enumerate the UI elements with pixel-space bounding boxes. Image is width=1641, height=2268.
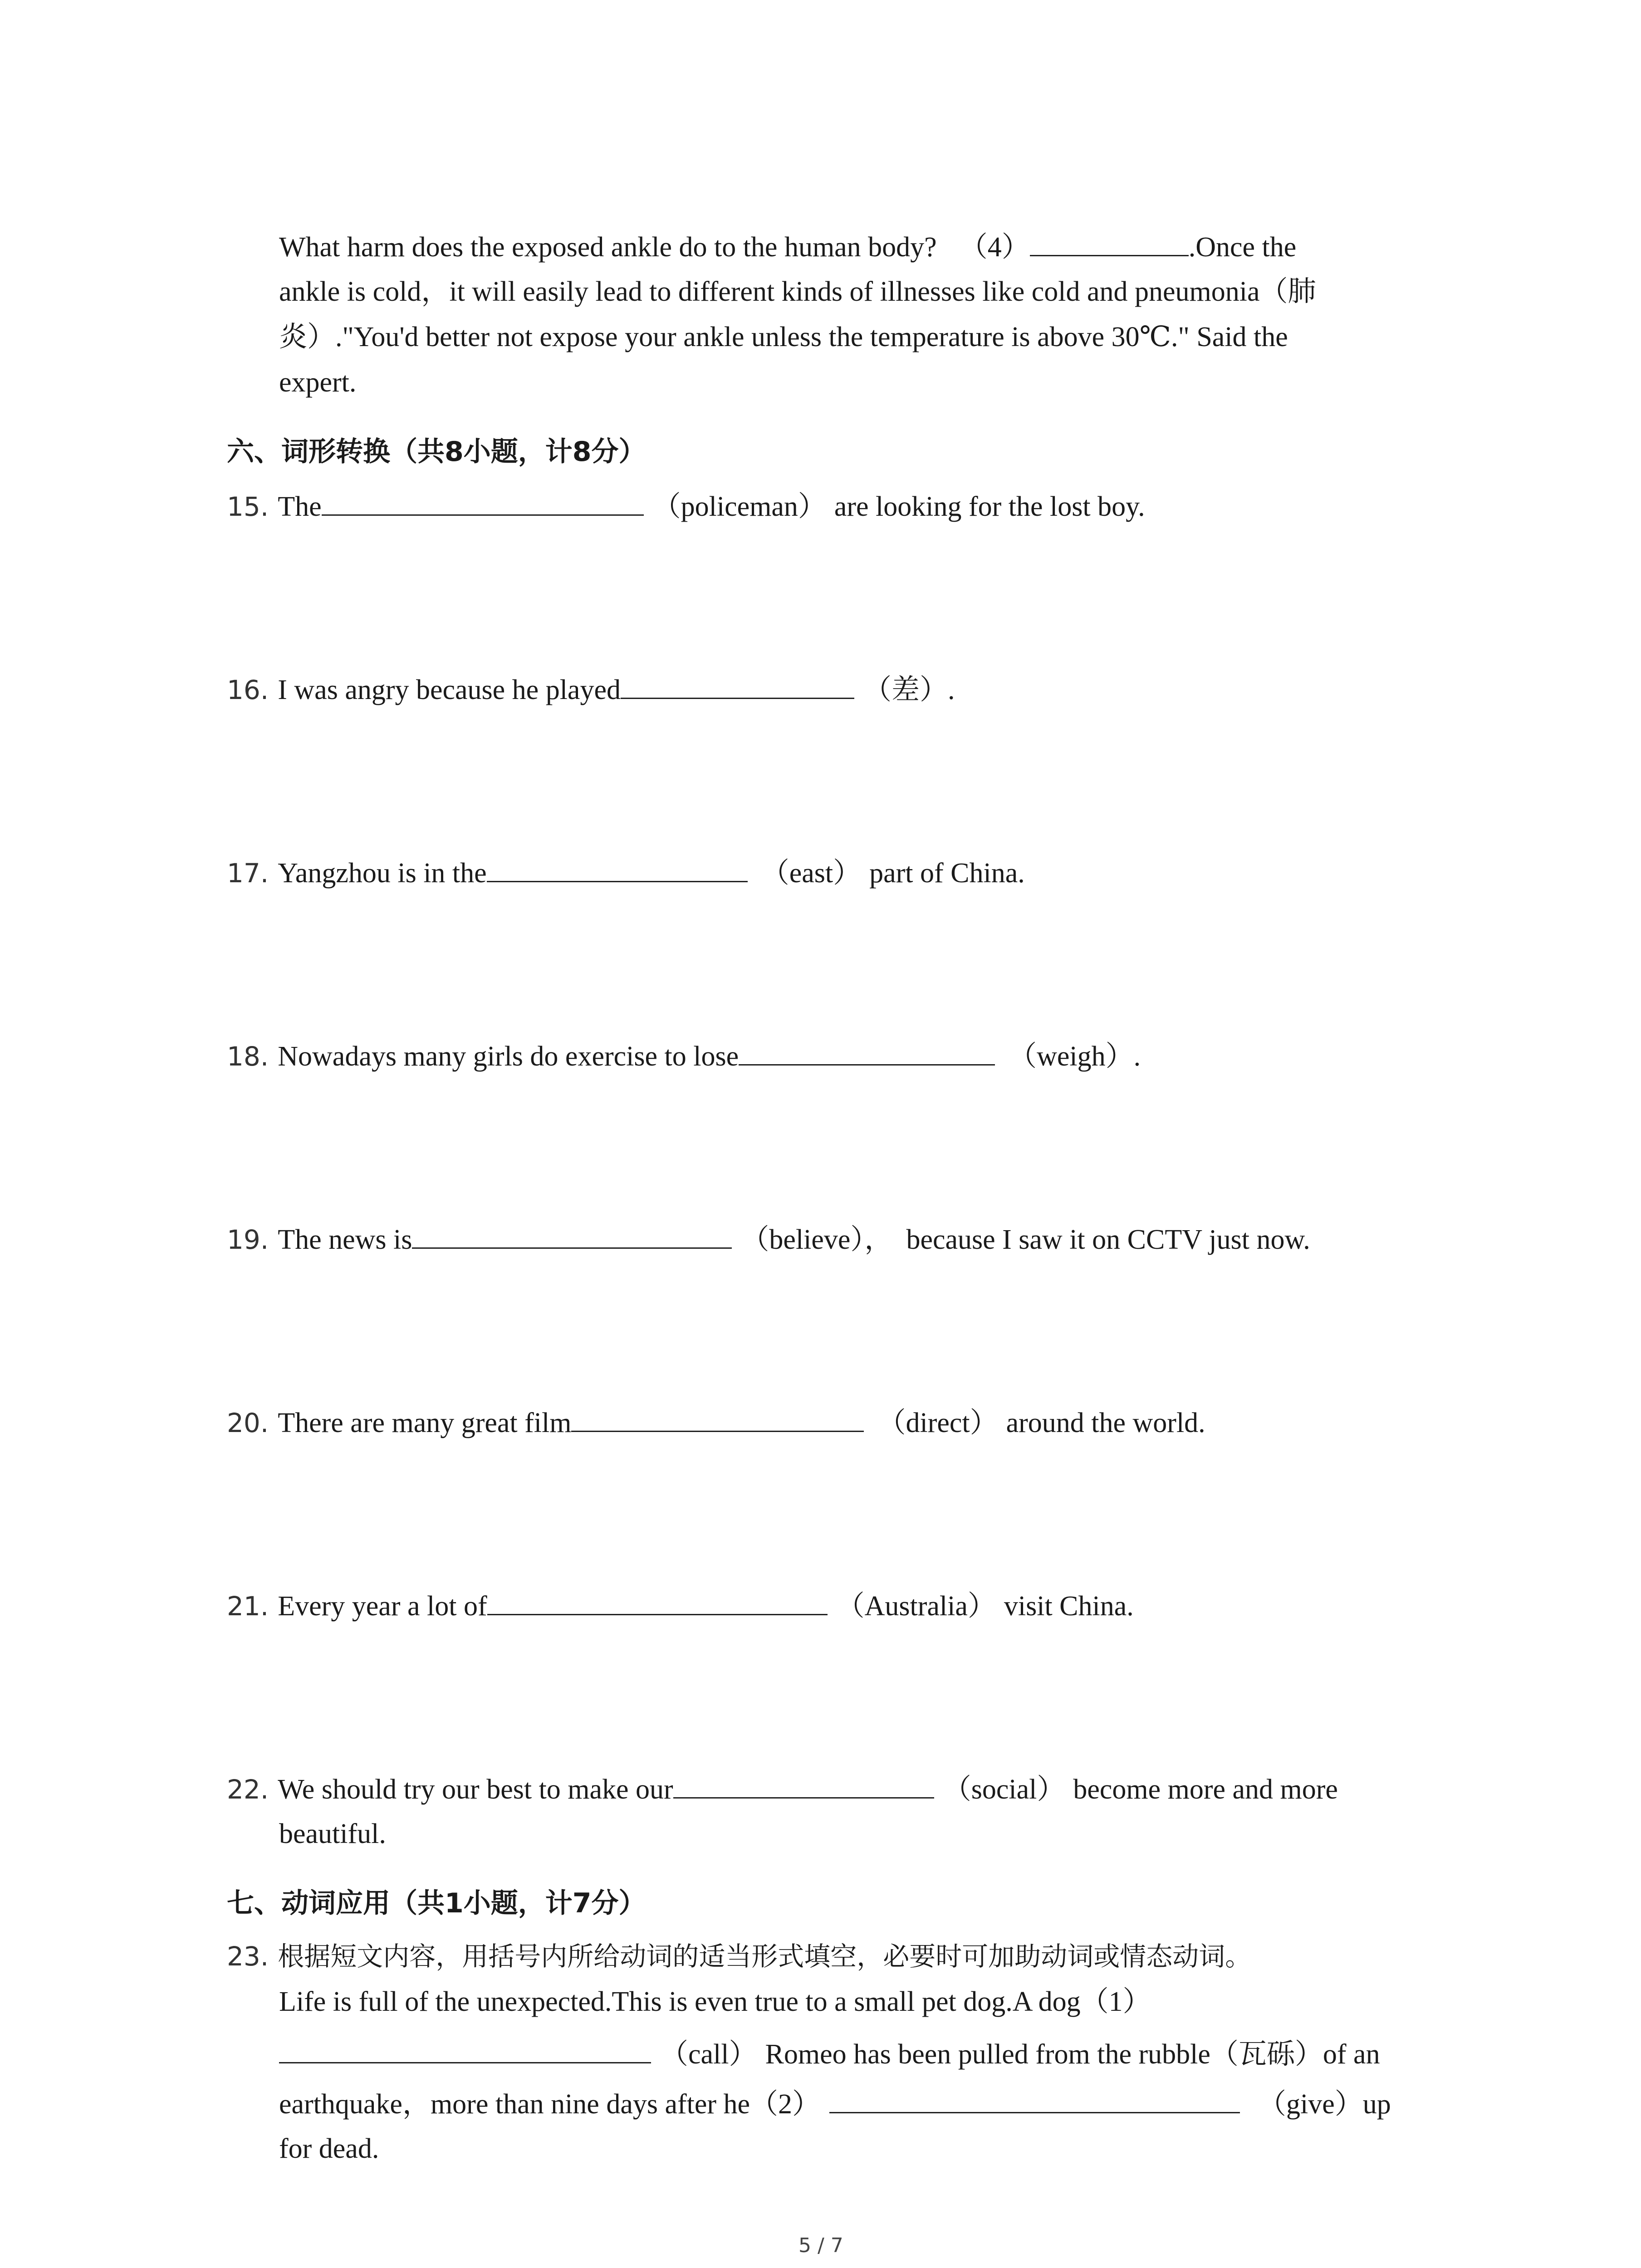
- passage-line-3: 炎）."You'd better not expose your ankle unless the temperature is above 30℃." Said the: [279, 322, 1288, 352]
- question-16: 16. I was angry because he played （差）.: [227, 675, 955, 705]
- question-23-line-3: earthquake，more than nine days after he（2） （give）up: [279, 2089, 1391, 2120]
- answer-blank-21[interactable]: [487, 1590, 828, 1615]
- answer-blank-20[interactable]: [571, 1407, 864, 1432]
- section-7-heading: 七、动词应用（共1小题，计7分）: [227, 1887, 646, 1919]
- passage-line-1: What harm does the exposed ankle do to the human body? （4） .Once the: [279, 232, 1297, 263]
- question-23-line-2: （call） Romeo has been pulled from the rubble（瓦砾）of an: [279, 2038, 1380, 2068]
- question-23-line-4: for dead.: [279, 2133, 379, 2164]
- question-18: 18. Nowadays many girls do exercise to lose （weigh）.: [227, 1041, 1141, 1072]
- question-19: 19. The news is （believe）， because I saw it on CCTV just now.: [227, 1224, 1310, 1255]
- page-number: 5 / 7: [798, 2234, 843, 2257]
- section-6-heading: 六、词形转换（共8小题，计8分）: [227, 436, 646, 468]
- question-21: 21. Every year a lot of （Australia） visit China.: [227, 1591, 1134, 1622]
- question-15: 15. The （policeman） are looking for the lost boy.: [227, 491, 1145, 522]
- answer-blank-4[interactable]: [1030, 231, 1189, 256]
- question-17: 17. Yangzhou is in the （east） part of China.: [227, 858, 1025, 889]
- question-23-instruction: 23. 根据短文内容，用括号内所给动词的适当形式填空，必要时可加助动词或情态动词。: [227, 1941, 1252, 1972]
- passage-line-2: ankle is cold，it will easily lead to different kinds of illnesses like cold and pneumonia（肺: [279, 276, 1316, 307]
- question-22: 22. We should try our best to make our （social） become more and more: [227, 1774, 1338, 1805]
- answer-blank-16[interactable]: [621, 674, 854, 699]
- question-20: 20. There are many great film （direct） around the world.: [227, 1408, 1205, 1438]
- passage-line-4: expert.: [279, 367, 357, 398]
- answer-blank-17[interactable]: [487, 857, 748, 882]
- answer-blank-23-2[interactable]: [829, 2088, 1240, 2113]
- answer-blank-19[interactable]: [412, 1224, 732, 1249]
- answer-blank-18[interactable]: [739, 1041, 995, 1066]
- question-23-line-1: Life is full of the unexpected.This is even true to a small pet dog.A dog（1）: [279, 1986, 1151, 2017]
- answer-blank-15[interactable]: [322, 491, 644, 516]
- answer-blank-22[interactable]: [673, 1774, 934, 1799]
- answer-blank-23-1[interactable]: [279, 2038, 651, 2063]
- question-22-line-2: beautiful.: [279, 1818, 386, 1849]
